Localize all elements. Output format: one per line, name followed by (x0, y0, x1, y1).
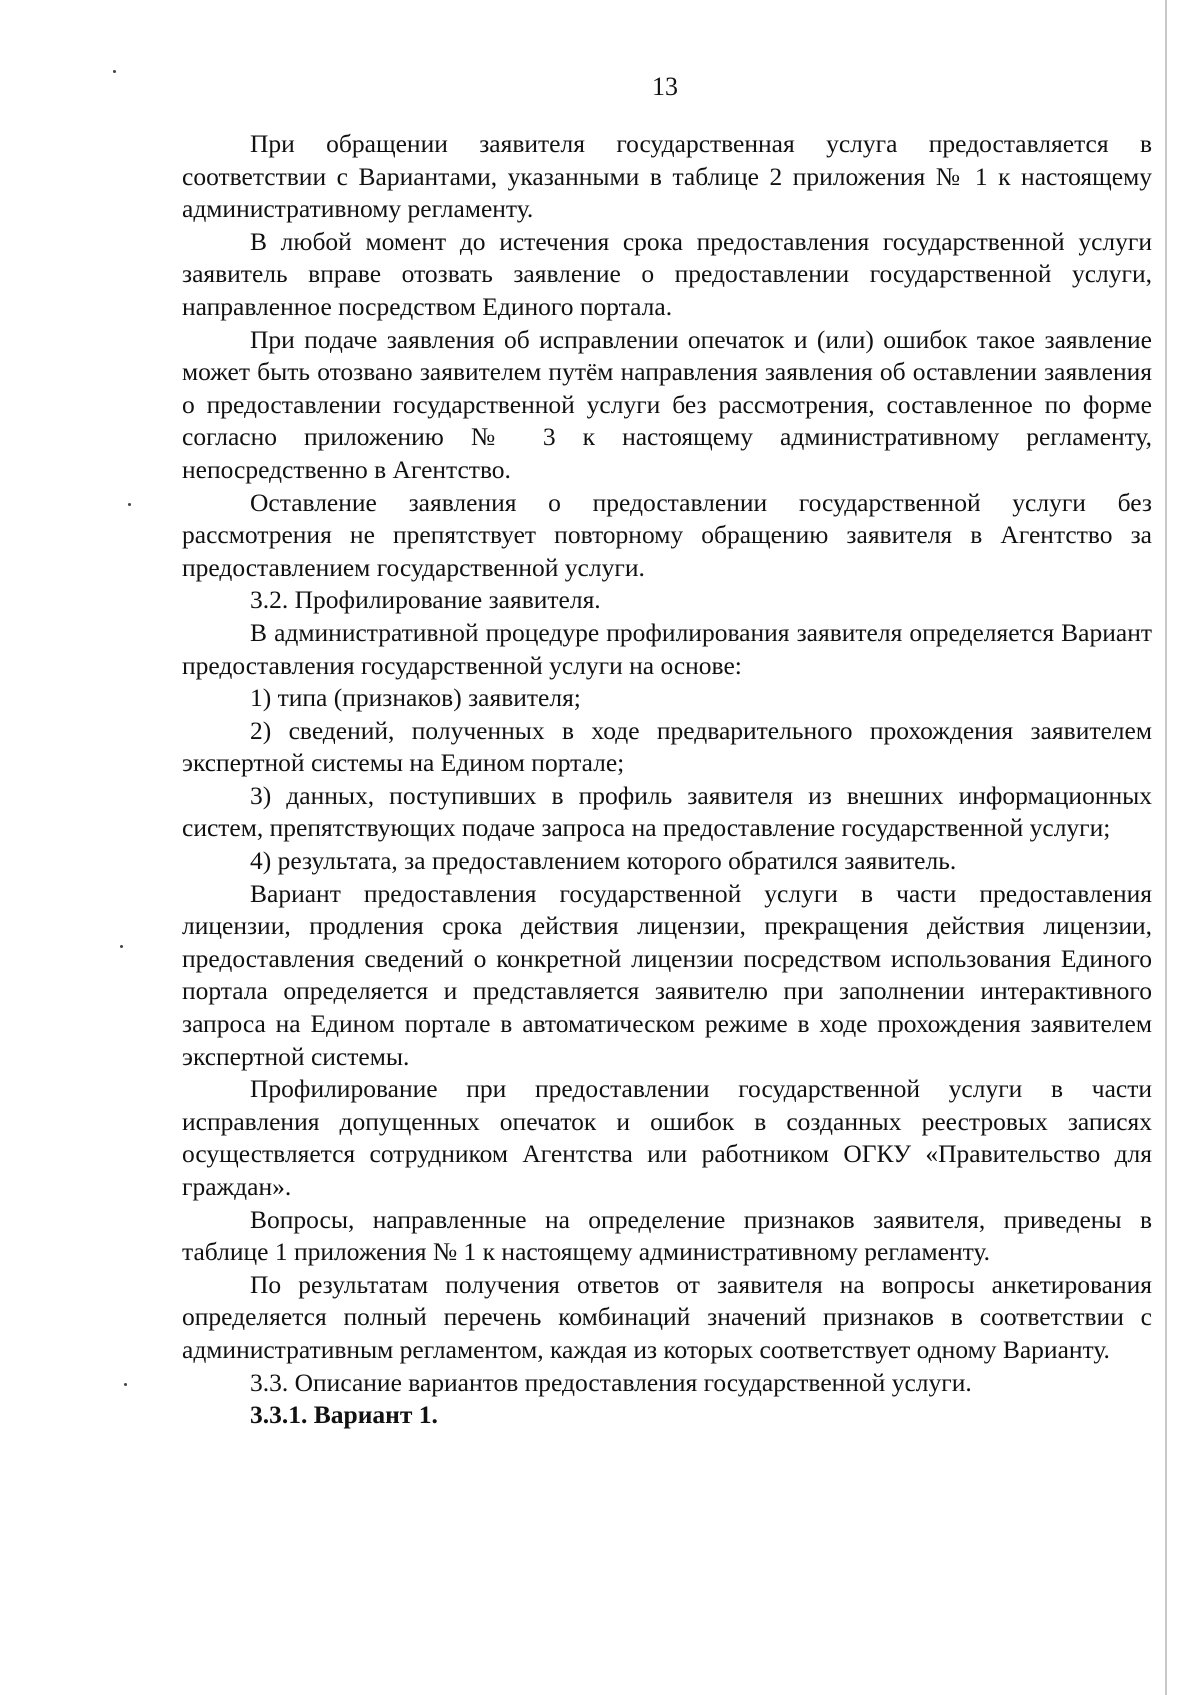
page-edge-line (1165, 0, 1167, 1695)
page-number: 13 (652, 72, 678, 101)
document-body (182, 128, 1152, 1432)
paragraph: При обращении заявителя государственная услуга предоставляется в соответствии с Вариантами, указанными в таблице 2 приложения № 1 к настоящему административному регламенту. (182, 129, 1152, 224)
paragraph: Вариант предоставления государственной услуги в части предоставления лицензии, продления срока действия лицензии, прекращения действия лицензии, предоставления сведений о конкретной лицензии посредством использования Единого портала определяется и представляется заявителю при заполнении интерактивного запроса на Едином портале в автоматическом режиме в ходе прохождения заявителем экспертной системы. (182, 878, 1152, 1071)
list-item: 1) типа (признаков) заявителя; (250, 683, 581, 713)
paragraph: Профилирование при предоставлении государственной услуги в части исправления допущенных опечаток и ошибок в созданных реестровых записях осуществляется сотрудником Агентства или работником ОГКУ «Правительство для граждан». (182, 1074, 1152, 1201)
paragraph: Вопросы, направленные на определение признаков заявителя, приведены в таблице 1 приложения № 1 к настоящему административному регламенту. (182, 1204, 1152, 1267)
list-item: 2) сведений, полученных в ходе предварительного прохождения заявителем экспертной системы на Едином портале; (182, 715, 1152, 778)
paragraph: При подаче заявления об исправлении опечаток и (или) ошибок такое заявление может быть отозвано заявителем путём направления заявления об оставлении заявления о предоставлении государственной услуги без рассмотрения, составленное по форме согласно приложению № 3 к настоящему административному регламенту, непосредственно в Агентство. (182, 324, 1152, 484)
list-item: 4) результата, за предоставлением которого обратился заявитель. (250, 846, 957, 876)
scan-speck (124, 1383, 127, 1386)
paragraph: Оставление заявления о предоставлении государственной услуги без рассмотрения не препятствует повторному обращению заявителя в Агентство за предоставлением государственной услуги. (182, 487, 1152, 582)
section-heading: 3.3. Описание вариантов предоставления государственной услуги. (250, 1367, 972, 1397)
paragraph: По результатам получения ответов от заявителя на вопросы анкетирования определяется полный перечень комбинаций значений признаков в соответствии с административным регламентом, каждая из которых соответствует одному Варианту. (182, 1269, 1152, 1364)
list-item: 3) данных, поступивших в профиль заявителя из внешних информационных систем, препятствующих подаче запроса на предоставление государственной услуги; (182, 780, 1152, 843)
scan-speck (120, 945, 123, 948)
scan-speck (128, 503, 131, 506)
paragraph: В административной процедуре профилирования заявителя определяется Вариант предоставления государственной услуги на основе: (182, 617, 1152, 680)
section-heading: 3.2. Профилирование заявителя. (250, 585, 601, 615)
subsection-heading: 3.3.1. Вариант 1. (250, 1400, 438, 1430)
paragraph: В любой момент до истечения срока предоставления государственной услуги заявитель вправе отозвать заявление о предоставлении государственной услуги, направленное посредством Единого портала. (182, 226, 1152, 321)
